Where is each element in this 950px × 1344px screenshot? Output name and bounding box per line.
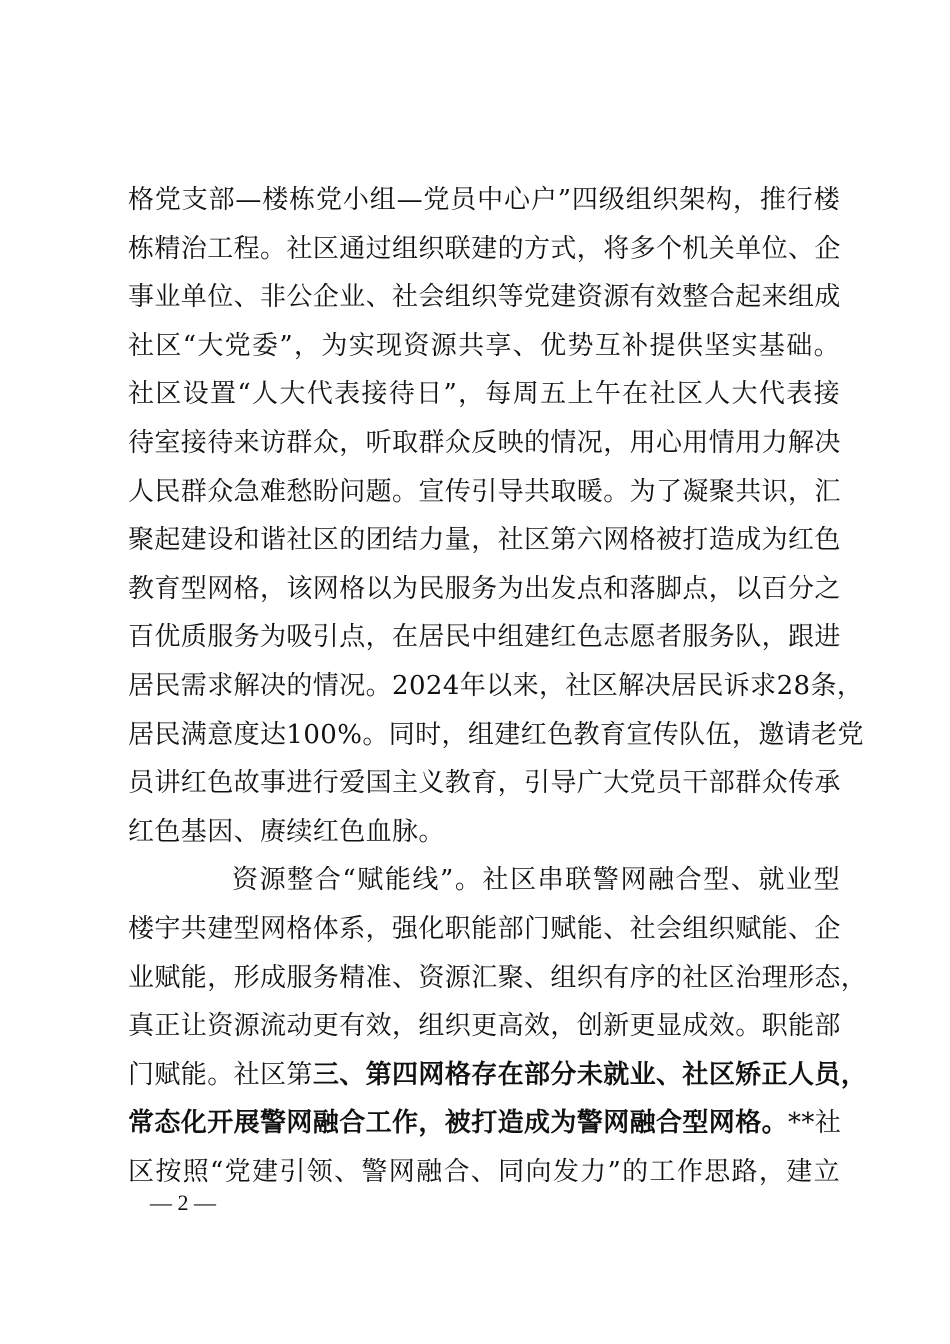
text-line: 员讲红色故事进行爱国主义教育，引导广大党员干部群众传承: [128, 768, 841, 799]
text-line: 真正让资源流动更有效，组织更高效，创新更显成效。职能部: [128, 1011, 841, 1042]
text-line-mixed: [128, 1051, 868, 1100]
text-line: 楼宇共建型网格体系，强化职能部门赋能、社会组织赋能、企: [128, 913, 841, 944]
text-line: 待室接待来访群众，听取群众反映的情况，用心用情用力解决: [128, 427, 841, 458]
text-segment: 门赋能。社区第: [128, 1059, 313, 1090]
text-line: 栋精治工程。社区通过组织联建的方式，将多个机关单位、企: [128, 233, 841, 264]
text-line: 格党支部—楼栋党小组—党员中心户”四级组织架构，推行楼: [128, 185, 840, 215]
text-line: 社区“大党委”，为实现资源共享、优势互补提供坚实基础。: [128, 330, 840, 361]
text-line: 业赋能，形成服务精准、资源汇聚、组织有序的社区治理形态，: [128, 962, 868, 993]
text-line-mixed: [128, 1099, 840, 1148]
text-line: 百优质服务为吸引点，在居民中组建红色志愿者服务队，跟进: [128, 622, 841, 653]
text-line: 居民满意度达100%。同时，组建红色教育宣传队伍，邀请老党: [128, 719, 864, 750]
text-line: 区按照“党建引领、警网融合、同向发力”的工作思路，建立: [128, 1156, 840, 1187]
page-number: — 2 —: [150, 1190, 216, 1215]
text-line: 资源整合“赋能线”。社区串联警网融合型、就业型: [232, 865, 840, 896]
text-line: 聚起建设和谐社区的团结力量，社区第六网格被打造成为红色: [128, 525, 841, 556]
body-text: [128, 176, 868, 1196]
bold-text-segment: 常态化开展警网融合工作，被打造成为警网融合型网格。: [128, 1108, 789, 1139]
text-line: 红色基因、赓续红色血脉。: [128, 816, 445, 847]
text-line: 事业单位、非公企业、社会组织等党建资源有效整合起来组成: [128, 282, 841, 313]
text-line: 社区设置“人大代表接待日”，每周五上午在社区人大代表接: [128, 379, 840, 410]
text-line: 居民需求解决的情况。2024年以来，社区解决居民诉求28条，: [128, 670, 864, 701]
text-line: 人民群众急难愁盼问题。宣传引导共取暖。为了凝聚共识，汇: [128, 476, 841, 507]
text-line: 教育型网格，该网格以为民服务为出发点和落脚点，以百分之: [128, 573, 841, 604]
text-segment: **社: [788, 1108, 842, 1139]
bold-text-segment: 三、第四网格存在部分未就业、社区矫正人员，: [312, 1059, 868, 1090]
